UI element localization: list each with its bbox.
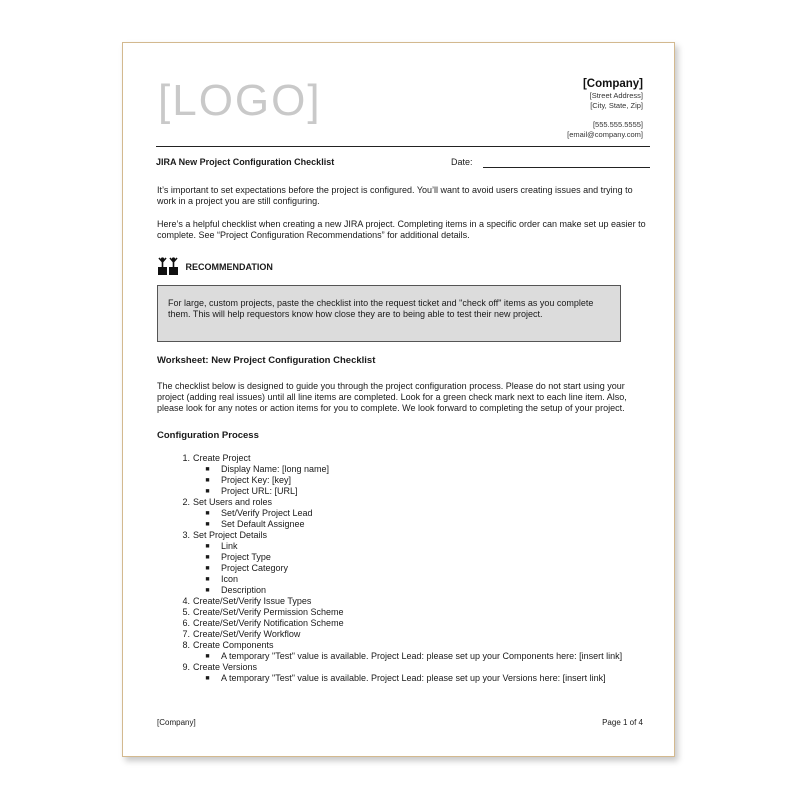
step-label: Create Components [193,640,274,650]
step-label: Create/Set/Verify Notification Scheme [193,618,344,628]
step-number: 2. [182,497,190,507]
date-label: Date: [451,157,473,167]
list-item [175,662,645,673]
recommendation-box [157,285,621,342]
sub-list-item [202,475,645,486]
sub-list-item [202,508,645,519]
sub-item-text: A temporary "Test" value is available. Project Lead: please set up your Components here: [insert link] [221,651,623,661]
step-number: 7. [182,629,190,639]
step-number: 8. [182,640,190,650]
bullet-icon: ■ [205,510,210,517]
worksheet-heading: Worksheet: New Project Configuration Checklist [157,355,376,366]
sub-item-text: Set/Verify Project Lead [221,508,313,518]
bullet-icon: ■ [205,466,210,473]
intro-paragraph-1: It’s important to set expectations before the project is configured. You’ll want to avoid users creating issues and trying to work in a project you are still configuring. [157,185,633,206]
step-number: 1. [182,453,190,463]
list-item [175,640,645,651]
document-page [122,42,675,757]
list-item [175,530,645,541]
step-number: 4. [182,596,190,606]
list-item [175,453,645,464]
step-label: Create/Set/Verify Workflow [193,629,301,639]
step-label: Set Users and roles [193,497,273,507]
title-row [156,157,650,167]
sub-list-item [202,552,645,563]
sub-item-text: Display Name: [long name] [221,464,330,474]
document-title: JIRA New Project Configuration Checklist [156,157,335,167]
recommendation-text: For large, custom projects, paste the checklist into the request ticket and "check off" items as you complete them. This will help requestors know how close they are to being able to test their new project. [168,298,594,319]
recommendation-label: RECOMMENDATION [185,262,273,272]
list-item [175,629,645,640]
worksheet-paragraph: The checklist below is designed to guide you through the project configuration process. Please do not start using your project (adding real issues) until all line items are completed. Look for a green check mark next to each line item. Also, please look for any notes or action items for you to complete. We look forward to completing the setup of your project. [157,381,627,413]
sub-item-text: A temporary "Test" value is available. Project Lead: please set up your Versions here: [insert link] [221,673,606,683]
configuration-steps-list [175,453,645,684]
step-label: Set Project Details [193,530,268,540]
sub-list-item [202,673,645,684]
sub-list-item [202,519,645,530]
list-item [175,618,645,629]
bullet-icon: ■ [205,675,210,682]
company-address-block [567,77,643,140]
bullet-icon: ■ [205,543,210,550]
bullet-icon: ■ [205,565,210,572]
sub-item-text: Project Key: [key] [221,475,292,485]
sub-item-text: Set Default Assignee [221,519,305,529]
logo-placeholder: [LOGO] [158,76,322,125]
date-field-line [483,167,650,168]
sub-list-item [202,464,645,475]
step-label: Create/Set/Verify Permission Scheme [193,607,344,617]
step-label: Create/Set/Verify Issue Types [193,596,312,606]
bullet-icon: ■ [205,521,210,528]
sub-item-text: Project Type [221,552,271,562]
bullet-icon: ■ [205,554,210,561]
step-label: Create Project [193,453,251,463]
sub-item-text: Icon [221,574,239,584]
sub-list-item [202,574,645,585]
intro-paragraph-2: Here’s a helpful checklist when creating a new JIRA project. Completing items in a specific order can make set up easier to complete. See “Project Configuration Recommendations” for additional details. [157,219,646,240]
bullet-icon: ■ [205,477,210,484]
step-number: 5. [182,607,190,617]
sub-item-text: Project Category [221,563,289,573]
bullet-icon: ■ [205,488,210,495]
sub-list-item [202,563,645,574]
configuration-process-heading: Configuration Process [157,430,259,441]
footer-page-number: Page 1 of 4 [602,718,643,727]
list-item [175,596,645,607]
street-address: [Street Address] [589,91,643,100]
footer-company: [Company] [157,718,196,727]
bullet-icon: ■ [205,653,210,660]
sub-list-item [202,651,645,662]
header-rule [156,146,650,147]
sub-list-item [202,486,645,497]
list-item [175,607,645,618]
sub-list-item [202,585,645,596]
step-number: 3. [182,530,190,540]
list-item [175,497,645,508]
company-phone: [555.555.5555] [592,120,643,129]
sub-item-text: Link [221,541,238,551]
sub-item-text: Project URL: [URL] [221,486,298,496]
company-name: [Company] [582,78,643,90]
sub-list-item [202,541,645,552]
bullet-icon: ■ [205,576,210,583]
sub-item-text: Description [221,585,267,595]
company-email: [email@company.com] [567,130,643,139]
city-state-zip: [City, State, Zip] [590,101,643,110]
step-label: Create Versions [193,662,258,672]
plant-icon [157,256,179,278]
step-number: 9. [182,662,190,672]
bullet-icon: ■ [205,587,210,594]
step-number: 6. [182,618,190,628]
recommendation-header [157,256,273,278]
